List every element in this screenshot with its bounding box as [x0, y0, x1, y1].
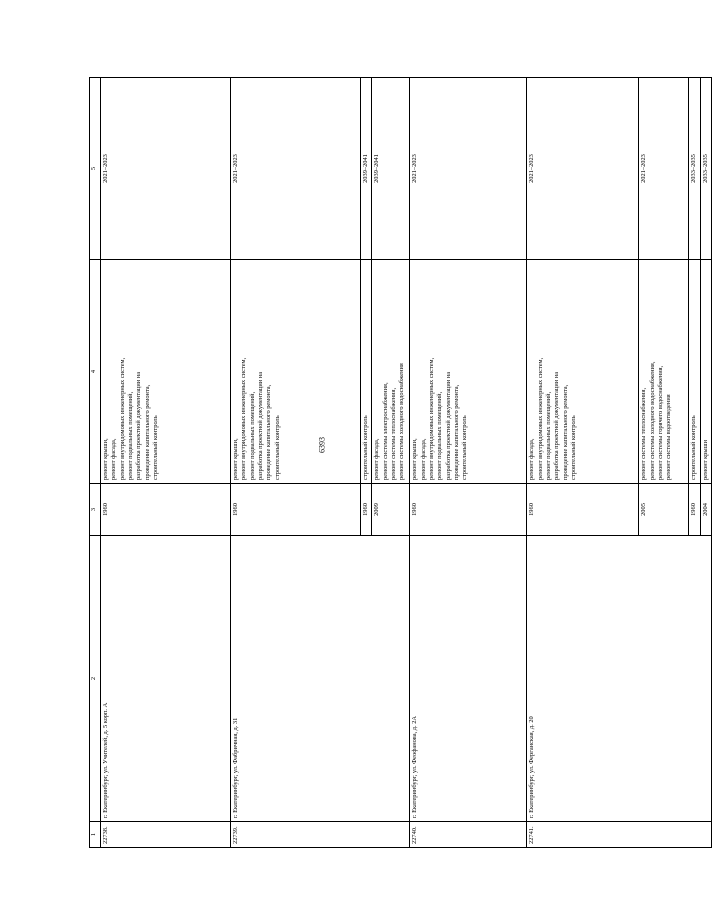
- work-item: ремонт системы холодного водоснабжения,: [648, 361, 656, 480]
- table-row: [231, 78, 361, 848]
- work-item: проведение капитального ремонта,: [561, 384, 569, 480]
- work-item: строительный контроль: [273, 415, 281, 480]
- entry-number: 22739.: [231, 822, 410, 848]
- header-col-2: 2: [90, 536, 101, 822]
- work-item: ремонт фасада,: [373, 438, 381, 480]
- work-item: ремонт внутридомовых инженерных систем,: [427, 357, 435, 480]
- work-item: строительный контроль: [690, 415, 698, 480]
- entry-period: 2033–2035: [689, 78, 700, 260]
- entry-year: 1960: [231, 484, 361, 536]
- work-item: проведение капитального ремонта,: [452, 384, 460, 480]
- entry-year: 1960: [527, 484, 639, 536]
- entry-period: 2033–2035: [700, 78, 711, 260]
- table-row: [527, 78, 639, 848]
- entry-works: [101, 260, 231, 484]
- entry-period: 2021–2023: [231, 78, 361, 260]
- page-number: 6393: [317, 437, 327, 453]
- entry-year: 1960: [689, 484, 700, 536]
- entry-address: г. Екатеринбург, ул. Учителей, д. 5 корп. А: [101, 536, 231, 822]
- entry-number: 22741.: [527, 822, 712, 848]
- table-row: [410, 78, 527, 848]
- work-item: ремонт крыши,: [232, 438, 239, 480]
- entry-period: 2021–2023: [410, 78, 527, 260]
- entry-period: 2021–2023: [101, 78, 231, 260]
- work-item: ремонт системы водоотведения: [665, 394, 673, 480]
- work-item: проведение капитального ремонта,: [265, 384, 273, 480]
- work-item: ремонт подвальных помещений,: [544, 391, 552, 480]
- entry-works: [372, 260, 410, 484]
- entry-address: г. Екатеринбург, ул. Феофанова, д. 2А: [410, 536, 527, 822]
- header-row: [90, 78, 101, 848]
- work-item: ремонт подвальных помещений,: [436, 391, 444, 480]
- work-item: ремонт системы теплоснабжения,: [389, 387, 397, 480]
- entry-works: [527, 260, 639, 484]
- entry-year: 1960: [410, 484, 527, 536]
- entry-works: [231, 260, 361, 484]
- work-item: разработка проектной документации на: [444, 371, 452, 480]
- entry-year: 1960: [361, 484, 372, 536]
- work-item: ремонт системы холодного водоснабжения: [398, 363, 406, 480]
- work-item: ремонт системы горячего водоснабжения,: [656, 365, 664, 480]
- entry-address: г. Екатеринбург, ул. Фабричная, д. 31: [231, 536, 410, 822]
- entry-address: г. Екатеринбург, ул. Ферганская, д. 20: [527, 536, 712, 822]
- work-item: ремонт подвальных помещений,: [248, 391, 256, 480]
- work-item: ремонт внутридомовых инженерных систем,: [118, 357, 126, 480]
- work-item: строительный контроль: [362, 415, 369, 480]
- entry-number: 22738.: [101, 822, 231, 848]
- entry-period: 2021–2023: [527, 78, 639, 260]
- header-col-3: 3: [90, 484, 101, 536]
- work-item: ремонт внутридомовых инженерных систем,: [240, 357, 248, 480]
- entry-year: 1960: [101, 484, 231, 536]
- work-item: ремонт системы электроснабжения,: [381, 382, 389, 480]
- work-item: разработка проектной документации на: [553, 371, 561, 480]
- work-item: ремонт крыши,: [411, 438, 419, 480]
- entry-works: [689, 260, 700, 484]
- table-row: [101, 78, 231, 848]
- work-item: строительный контроль: [461, 415, 469, 480]
- repair-schedule-table: [89, 77, 712, 848]
- work-item: строительный контроль: [569, 415, 577, 480]
- rotated-table-wrapper: [89, 78, 709, 848]
- work-item: ремонт системы теплоснабжения,: [640, 387, 648, 480]
- entry-works: [410, 260, 527, 484]
- table-body: [101, 78, 712, 848]
- entry-works: [700, 260, 711, 484]
- header-col-1: 1: [90, 822, 101, 848]
- work-item: ремонт фасада,: [528, 438, 536, 480]
- entry-year: 2005: [639, 484, 689, 536]
- entry-works: [361, 260, 372, 484]
- work-item: разработка проектной документации на: [135, 371, 143, 480]
- work-item: ремонт фасада,: [110, 438, 118, 480]
- work-item: ремонт подвальных помещений,: [126, 391, 134, 480]
- entry-number: 22740.: [410, 822, 527, 848]
- header-col-5: 5: [90, 78, 101, 260]
- work-item: ремонт крыши: [701, 439, 709, 480]
- work-item: ремонт внутридомовых инженерных систем,: [536, 357, 544, 480]
- work-item: ремонт фасада,: [419, 438, 427, 480]
- work-item: разработка проектной документации на: [256, 371, 264, 480]
- entry-year: 2009: [372, 484, 410, 536]
- header-col-4: 4: [90, 260, 101, 484]
- entry-period: 2021–2023: [639, 78, 689, 260]
- entry-works: [639, 260, 689, 484]
- work-item: проведение капитального ремонта,: [143, 384, 151, 480]
- work-item: ремонт крыши,: [102, 438, 109, 480]
- entry-period: 2039–2041: [361, 78, 372, 260]
- entry-period: 2039–2041: [372, 78, 410, 260]
- work-item: строительный контроль: [151, 415, 159, 480]
- entry-year: 2004: [700, 484, 711, 536]
